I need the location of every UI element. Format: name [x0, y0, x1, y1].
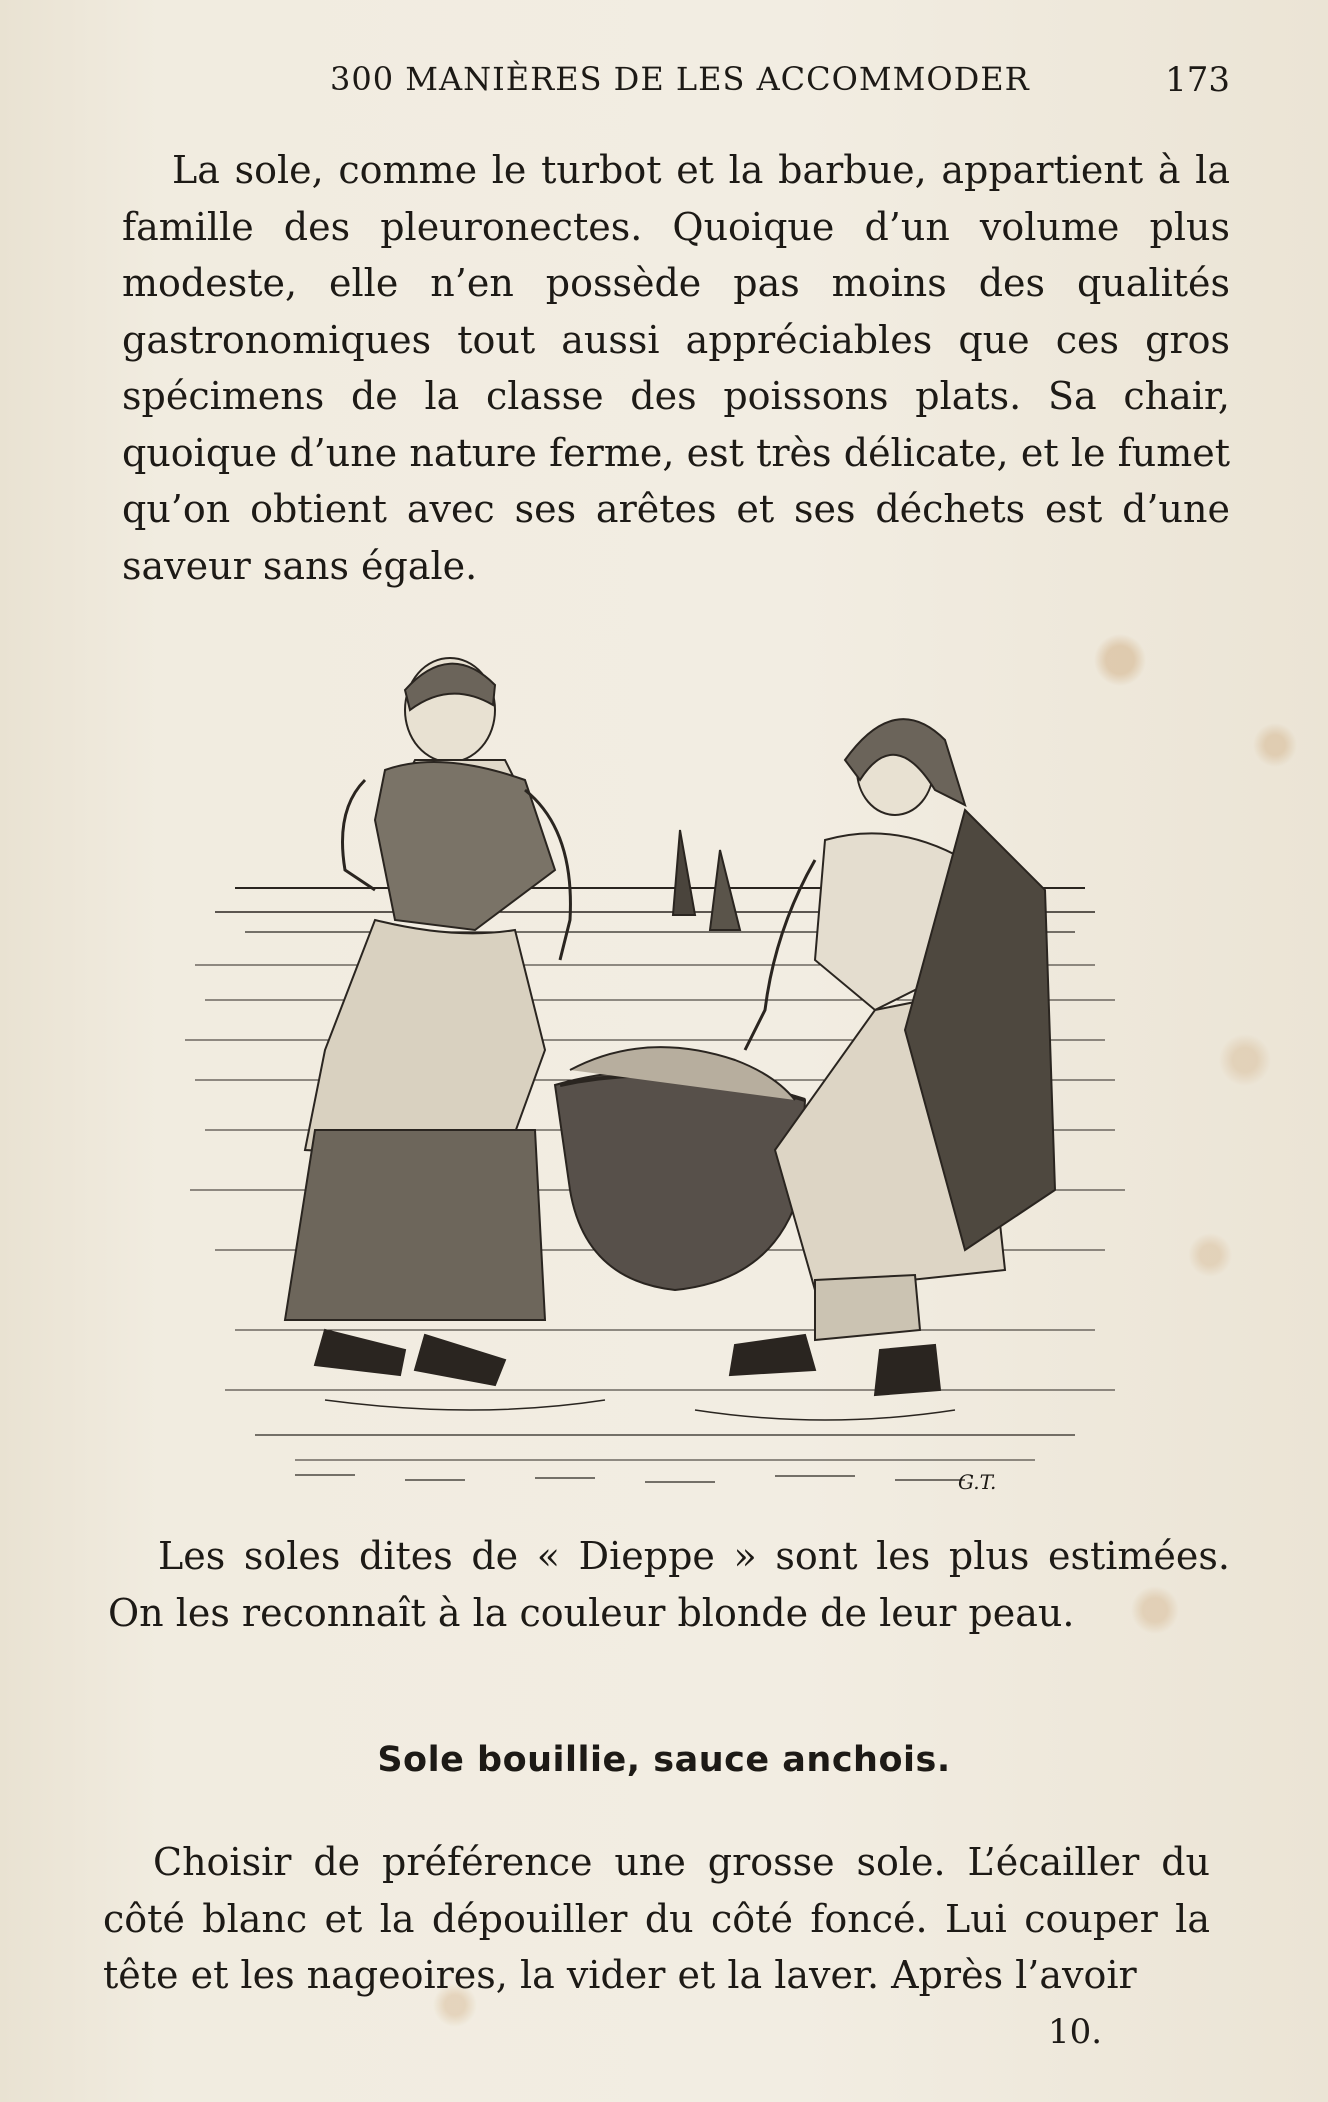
engraver-signature: G.T.: [958, 1470, 997, 1494]
intro-paragraph: La sole, comme le turbot et la barbue, appartient à la famille des pleuronectes. Quoique d’un volume plus modeste, elle n’en possède pas moins des qualités gastronomiques tout aussi appréciables que ces gros spécimens de la classe des poissons plats. Sa chair, quoique d’une nature ferme, est très délicate, et le fumet qu’on obtient avec ses arêtes et ses déchets est d’une saveur sans égale.: [122, 148, 1230, 588]
running-head: [130, 60, 1230, 110]
recipe-paragraph: Choisir de préférence une grosse sole. L’écailler du côté blanc et la dépouiller du côté foncé. Lui couper la tête et les nageoires, la vider et la laver. Après l’avoir: [103, 1840, 1210, 1997]
gathering-signature-mark: 10.: [1048, 2012, 1103, 2052]
dieppe-paragraph: Les soles dites de « Dieppe » sont les plus estimées. On les reconnaît à la couleur blonde de leur peau.: [108, 1534, 1230, 1635]
page-number: 173: [1165, 60, 1230, 100]
running-title: 300 MANIÈRES DE LES ACCOMMODER: [330, 60, 1030, 98]
section-title: Sole bouillie, sauce anchois.: [377, 1740, 951, 1780]
fishwives-engraving: [175, 630, 1135, 1510]
